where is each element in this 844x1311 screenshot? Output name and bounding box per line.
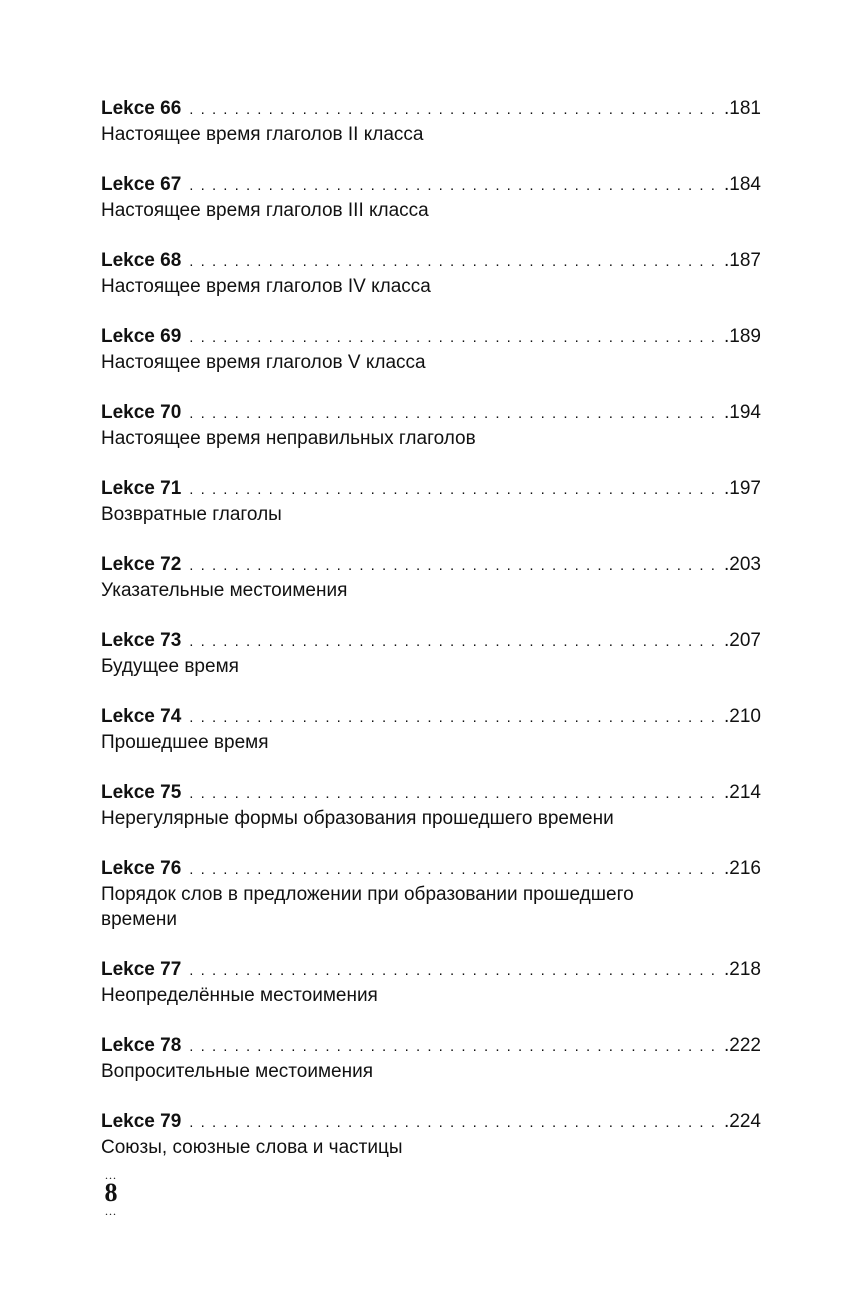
- lesson-title: Союзы, союзные слова и частицы: [101, 1137, 403, 1158]
- dot-leader: [189, 325, 722, 351]
- toc-entry-heading: [101, 400, 761, 426]
- lesson-label: Lekce 79: [101, 1111, 182, 1132]
- toc-entry[interactable]: [101, 780, 761, 831]
- lesson-label: Lekce 74: [101, 706, 182, 727]
- lesson-label: Lekce 72: [101, 554, 182, 575]
- lesson-title: Настоящее время глаголов V класса: [101, 352, 426, 373]
- dot-leader: [189, 629, 722, 655]
- page-number: .222: [724, 1035, 761, 1056]
- lesson-title: Настоящее время глаголов III класса: [101, 200, 429, 221]
- toc-entry-heading: [101, 552, 761, 578]
- toc-entry[interactable]: [101, 172, 761, 223]
- lesson-title: Настоящее время глаголов II класса: [101, 124, 424, 145]
- lesson-label: Lekce 68: [101, 250, 182, 271]
- page-number: .181: [724, 98, 761, 119]
- dot-leader: [189, 173, 722, 199]
- toc-entry-heading: [101, 1033, 761, 1059]
- page-number: .187: [724, 250, 761, 271]
- toc-entry-heading: [101, 248, 761, 274]
- page-number: .218: [724, 959, 761, 980]
- dot-leader: [189, 401, 722, 427]
- toc-entry[interactable]: [101, 400, 761, 451]
- lesson-title: Вопросительные местоимения: [101, 1061, 374, 1082]
- page-number: .214: [724, 782, 761, 803]
- toc-entry-heading: [101, 324, 761, 350]
- page-number: .210: [724, 706, 761, 727]
- dot-leader: [189, 1110, 722, 1136]
- lesson-label: Lekce 66: [101, 98, 182, 119]
- toc-entry-heading: [101, 704, 761, 730]
- lesson-title: Настоящее время неправильных глаголов: [101, 428, 476, 449]
- lesson-title: Возвратные глаголы: [101, 504, 282, 525]
- page-number: .184: [724, 174, 761, 195]
- folio-page-number: 8: [104, 1178, 118, 1207]
- lesson-title: Прошедшее время: [101, 732, 269, 753]
- page-number: .189: [724, 326, 761, 347]
- lesson-title: Будущее время: [101, 656, 239, 677]
- toc-entry[interactable]: [101, 248, 761, 299]
- toc-entry[interactable]: [101, 1033, 761, 1084]
- dot-leader: [189, 857, 722, 883]
- toc-entry-heading: [101, 476, 761, 502]
- toc-entry[interactable]: [101, 324, 761, 375]
- dot-leader: [189, 553, 722, 579]
- toc-entry[interactable]: [101, 476, 761, 527]
- lesson-label: Lekce 67: [101, 174, 182, 195]
- lesson-label: Lekce 70: [101, 402, 182, 423]
- dot-leader: [189, 97, 722, 123]
- lesson-label: Lekce 69: [101, 326, 182, 347]
- page-number: .194: [724, 402, 761, 423]
- toc-entry-heading: [101, 628, 761, 654]
- page-number: .207: [724, 630, 761, 651]
- toc-entry[interactable]: [101, 628, 761, 679]
- page-folio: [101, 1168, 121, 1218]
- toc-entry[interactable]: [101, 96, 761, 147]
- lesson-label: Lekce 78: [101, 1035, 182, 1056]
- folio-dots-top: ...: [105, 1168, 117, 1182]
- toc-entry[interactable]: [101, 704, 761, 755]
- toc-entry-heading: [101, 856, 761, 882]
- lesson-title: Нерегулярные формы образования прошедшего времени: [101, 808, 614, 829]
- page-number: .216: [724, 858, 761, 879]
- page-number: .197: [724, 478, 761, 499]
- toc-entry[interactable]: [101, 1109, 761, 1160]
- folio-dots-bottom: ...: [105, 1204, 117, 1218]
- toc-entry[interactable]: [101, 552, 761, 603]
- toc-entry-heading: [101, 172, 761, 198]
- lesson-title: Указательные местоимения: [101, 580, 348, 601]
- toc-entry-heading: [101, 1109, 761, 1135]
- dot-leader: [189, 958, 722, 984]
- lesson-title: Порядок слов в предложении при образовании прошедшего времени: [101, 884, 634, 930]
- dot-leader: [189, 1034, 722, 1060]
- lesson-label: Lekce 75: [101, 782, 182, 803]
- lesson-label: Lekce 76: [101, 858, 182, 879]
- dot-leader: [189, 477, 722, 503]
- page-number: .203: [724, 554, 761, 575]
- toc-entry[interactable]: [101, 957, 761, 1008]
- toc-entry-heading: [101, 957, 761, 983]
- dot-leader: [189, 249, 722, 275]
- lesson-title: Неопределённые местоимения: [101, 985, 378, 1006]
- lesson-label: Lekce 77: [101, 959, 182, 980]
- lesson-title: Настоящее время глаголов IV класса: [101, 276, 431, 297]
- table-of-contents: [101, 96, 761, 1185]
- toc-entry[interactable]: [101, 856, 761, 932]
- toc-entry-heading: [101, 96, 761, 122]
- lesson-label: Lekce 71: [101, 478, 182, 499]
- page-number: .224: [724, 1111, 761, 1132]
- dot-leader: [189, 705, 722, 731]
- dot-leader: [189, 781, 722, 807]
- toc-entry-heading: [101, 780, 761, 806]
- lesson-label: Lekce 73: [101, 630, 182, 651]
